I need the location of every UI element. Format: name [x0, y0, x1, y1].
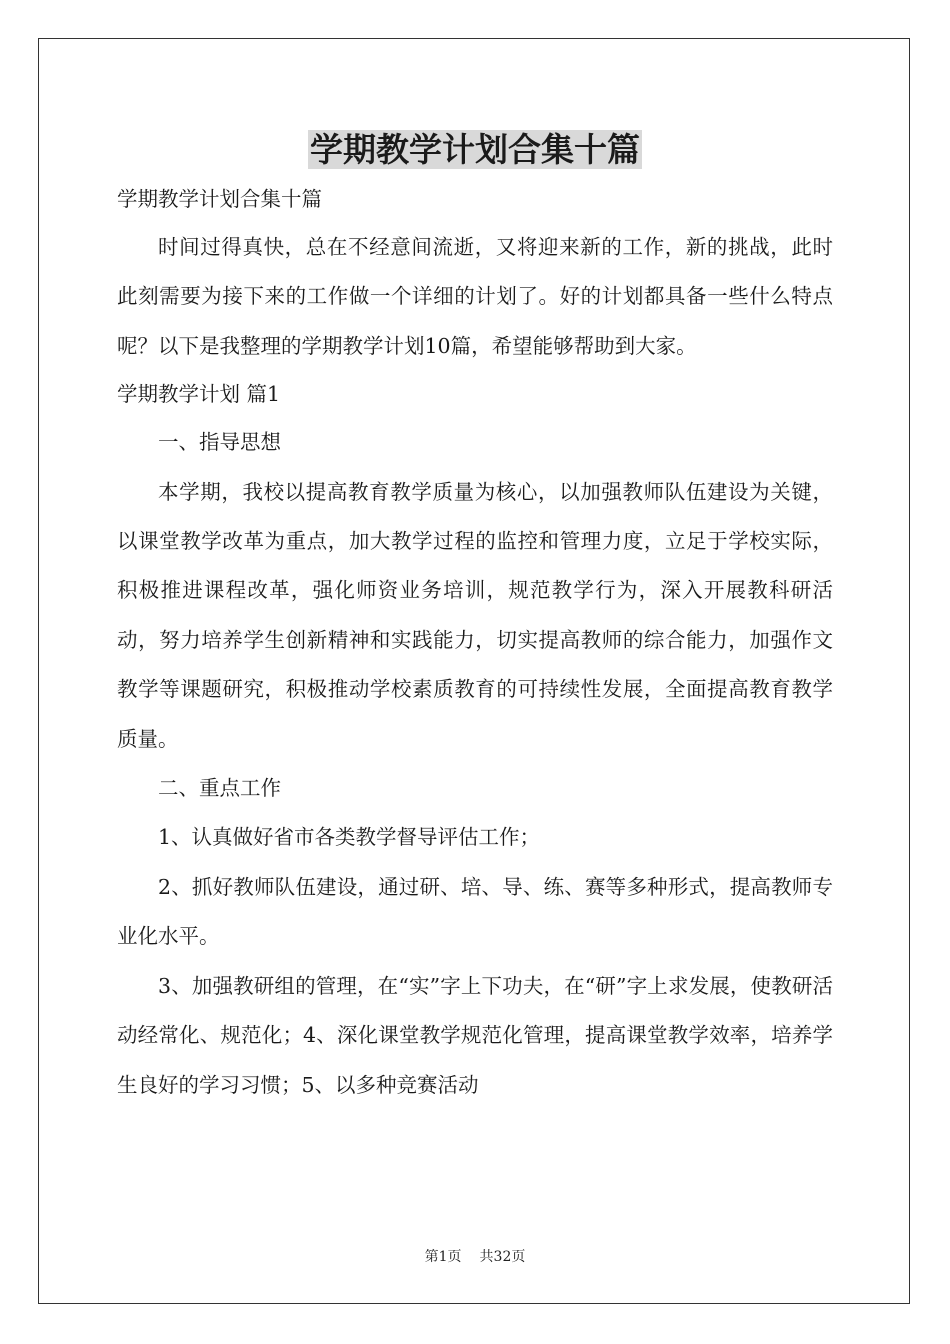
section-heading-1: 学期教学计划 篇1	[117, 382, 281, 407]
subheading-guiding-ideology: 一、指导思想	[158, 430, 281, 455]
page-number: 第1页	[424, 1249, 462, 1265]
subheading-key-work: 二、重点工作	[158, 776, 281, 801]
document-body	[117, 176, 833, 1110]
document-title	[0, 126, 950, 174]
intro-paragraph: 时间过得真快，总在不经意间流逝，又将迎来新的工作，新的挑战，此时此刻需要为接下来的工作做一个详细的计划了。好的计划都具备一些什么特点呢？以下是我整理的学期教学计划10篇，希望能够帮助到大家。	[117, 235, 833, 358]
document-title-text: 学期教学计划合集十篇	[310, 130, 640, 169]
page-footer	[0, 1248, 950, 1266]
paragraph-guiding-ideology: 本学期，我校以提高教育教学质量为核心，以加强教师队伍建设为关键，以课堂教学改革为重点，加大教学过程的监控和管理力度，立足于学校实际，积极推进课程改革，强化师资业务培训，规范教学行为，深入开展教科研活动，努力培养学生创新精神和实践能力，切实提高教师的综合能力，加强作文教学等课题研究，积极推动学校素质教育的可持续性发展，全面提高教育教学质量。	[117, 479, 833, 751]
subtitle: 学期教学计划合集十篇	[117, 187, 322, 211]
list-item-1: 1、认真做好省市各类教学督导评估工作；	[158, 825, 541, 850]
list-item-2: 2、抓好教师队伍建设，通过研、培、导、练、赛等多种形式，提高教师专业化水平。	[117, 874, 833, 949]
page-total: 共32页	[479, 1249, 526, 1265]
list-item-3: 3、加强教研组的管理，在“实”字上下功夫，在“研”字上求发展，使教研活动经常化、规范化；4、深化课堂教学规范化管理，提高课堂教学效率，培养学生良好的学习习惯；5、以多种竞赛活动	[117, 973, 833, 1097]
